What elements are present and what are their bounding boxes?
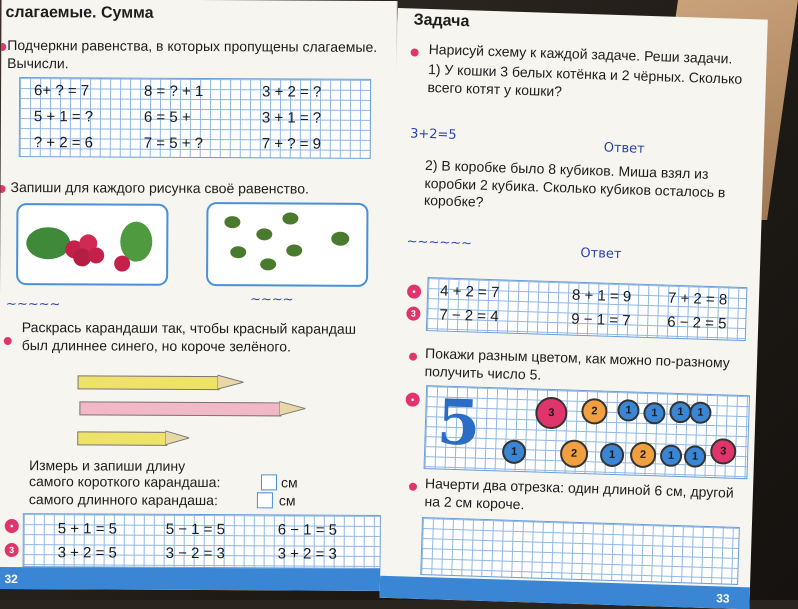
task-bullet	[409, 483, 417, 491]
number-circle: 2	[630, 442, 657, 469]
number-circle: 1	[600, 443, 625, 468]
right-page	[379, 8, 767, 609]
equation: 5 − 1 = 5	[165, 520, 226, 539]
beetles-illustration	[208, 204, 366, 285]
page-number: 33	[716, 591, 730, 606]
equation: 6+ ? = 7	[34, 82, 90, 100]
handwritten-scheme: ~~~~~~	[406, 234, 473, 252]
task-1-text: Нарисуй схему к каждой задаче. Реши задачи.	[428, 40, 733, 67]
page-number: 32	[4, 571, 18, 587]
equation: 3 + 1 = ?	[261, 109, 322, 127]
task-1-text: Подчеркни равенства, в которых пропущены слагаемые. Вычисли.	[7, 36, 378, 71]
equation-grid-1	[19, 77, 371, 159]
number-circle: 2	[581, 398, 608, 425]
pencil-shortest	[77, 431, 167, 445]
equation: 3 + 2 = ?	[262, 83, 322, 101]
equation: 5 + 1 = ?	[33, 108, 94, 126]
left-page	[0, 0, 398, 591]
number-circle: 1	[669, 401, 692, 424]
equation: 3 + 2 = 5	[57, 544, 117, 562]
task-3-text: Начерти два отрезка: один длиной 6 см, другой на 2 см короче.	[424, 475, 734, 512]
task-bullet	[0, 185, 6, 193]
unit-label: см	[280, 474, 298, 491]
beetles-picture	[206, 202, 368, 287]
equation: 7 + 2 = 8	[667, 289, 728, 309]
equation: 6 − 2 = 5	[666, 313, 727, 333]
task-2-text: Покажи разным цветом, как можно по-разному получить число 5.	[424, 345, 731, 383]
drawing-grid	[420, 517, 740, 585]
handwritten-scheme: 3+2=5	[409, 126, 457, 143]
task-bullet	[410, 48, 418, 56]
number-circle: 1	[660, 444, 683, 467]
equation: 8 + 1 = 9	[571, 286, 632, 306]
answer-label: Ответ	[603, 140, 645, 157]
task-bullet	[4, 337, 12, 345]
equation: 3 − 2 = 3	[165, 544, 225, 563]
bullet-badge: •	[5, 519, 19, 533]
number-circle: 2	[560, 439, 589, 468]
number-circle: 1	[684, 445, 707, 468]
equation: 4 + 2 = 7	[439, 282, 500, 302]
handwritten-answer: ~~~~	[249, 292, 294, 308]
page-title: Задача	[413, 11, 470, 31]
task-3-text: Раскрась карандаши так, чтобы красный карандаш был длиннее синего, но короче зелёного.	[21, 319, 356, 354]
task-bullet	[409, 353, 417, 361]
equation: 5 + 1 = 5	[57, 520, 118, 538]
answer-box	[257, 492, 273, 508]
big-number-five: 5	[435, 385, 482, 460]
bullet-badge: •	[405, 392, 419, 406]
pencil-short	[78, 375, 220, 390]
number-circle: 1	[617, 399, 640, 422]
number-circle: 1	[643, 402, 666, 425]
unit-label: см	[278, 492, 296, 509]
pencil-long	[79, 401, 281, 416]
equation: 7 = 5 + ?	[143, 134, 204, 153]
equation-grid-3	[426, 277, 748, 341]
radish-illustration	[18, 205, 166, 284]
number-circle: 1	[689, 401, 712, 424]
measure-line-2: самого короткого карандаша:	[28, 473, 221, 491]
task-bullet	[0, 43, 6, 51]
problem-2: 2) В коробке было 8 кубиков. Миша взял из коробки 2 кубика. Сколько кубиков осталось в коробке?	[423, 156, 726, 210]
equation: 7 − 2 = 4	[439, 306, 499, 326]
pencil-tip	[165, 430, 189, 446]
number-circle: 3	[710, 438, 737, 465]
answer-label: Ответ	[580, 245, 622, 263]
bullet-badge: •	[407, 284, 421, 298]
pencil-tip	[279, 400, 305, 416]
answer-box	[261, 474, 277, 490]
page-bottom-band	[0, 567, 394, 591]
equation: 8 = ? + 1	[144, 82, 204, 101]
bullet-badge: 3	[406, 306, 420, 320]
page-title: слагаемые. Сумма	[5, 3, 154, 22]
problem-1: 1) У кошки 3 белых котёнка и 2 чёрных. Сколько всего котят у кошки?	[427, 60, 743, 99]
pencil-tip	[218, 374, 244, 390]
measure-line-1: Измерь и запиши длину	[29, 457, 186, 474]
equation: 6 = 5 +	[143, 108, 191, 126]
equation: 9 − 1 = 7	[571, 310, 631, 330]
equation: 6 − 1 = 5	[277, 521, 338, 539]
number-circle: 1	[502, 439, 527, 464]
equation: 3 + 2 = 3	[277, 545, 337, 563]
number-circle: 3	[535, 397, 568, 430]
equation-grid-2	[23, 513, 381, 569]
equation: ? + 2 = 6	[33, 134, 94, 152]
bullet-badge: 3	[5, 543, 19, 557]
measure-line-3: самого длинного карандаша:	[28, 491, 218, 509]
radish-picture	[16, 203, 168, 286]
task-2-text: Запиши для каждого рисунка своё равенство.	[10, 179, 309, 197]
equation: 7 + ? = 9	[261, 135, 322, 153]
handwritten-answer: ~~~~~	[5, 296, 61, 313]
